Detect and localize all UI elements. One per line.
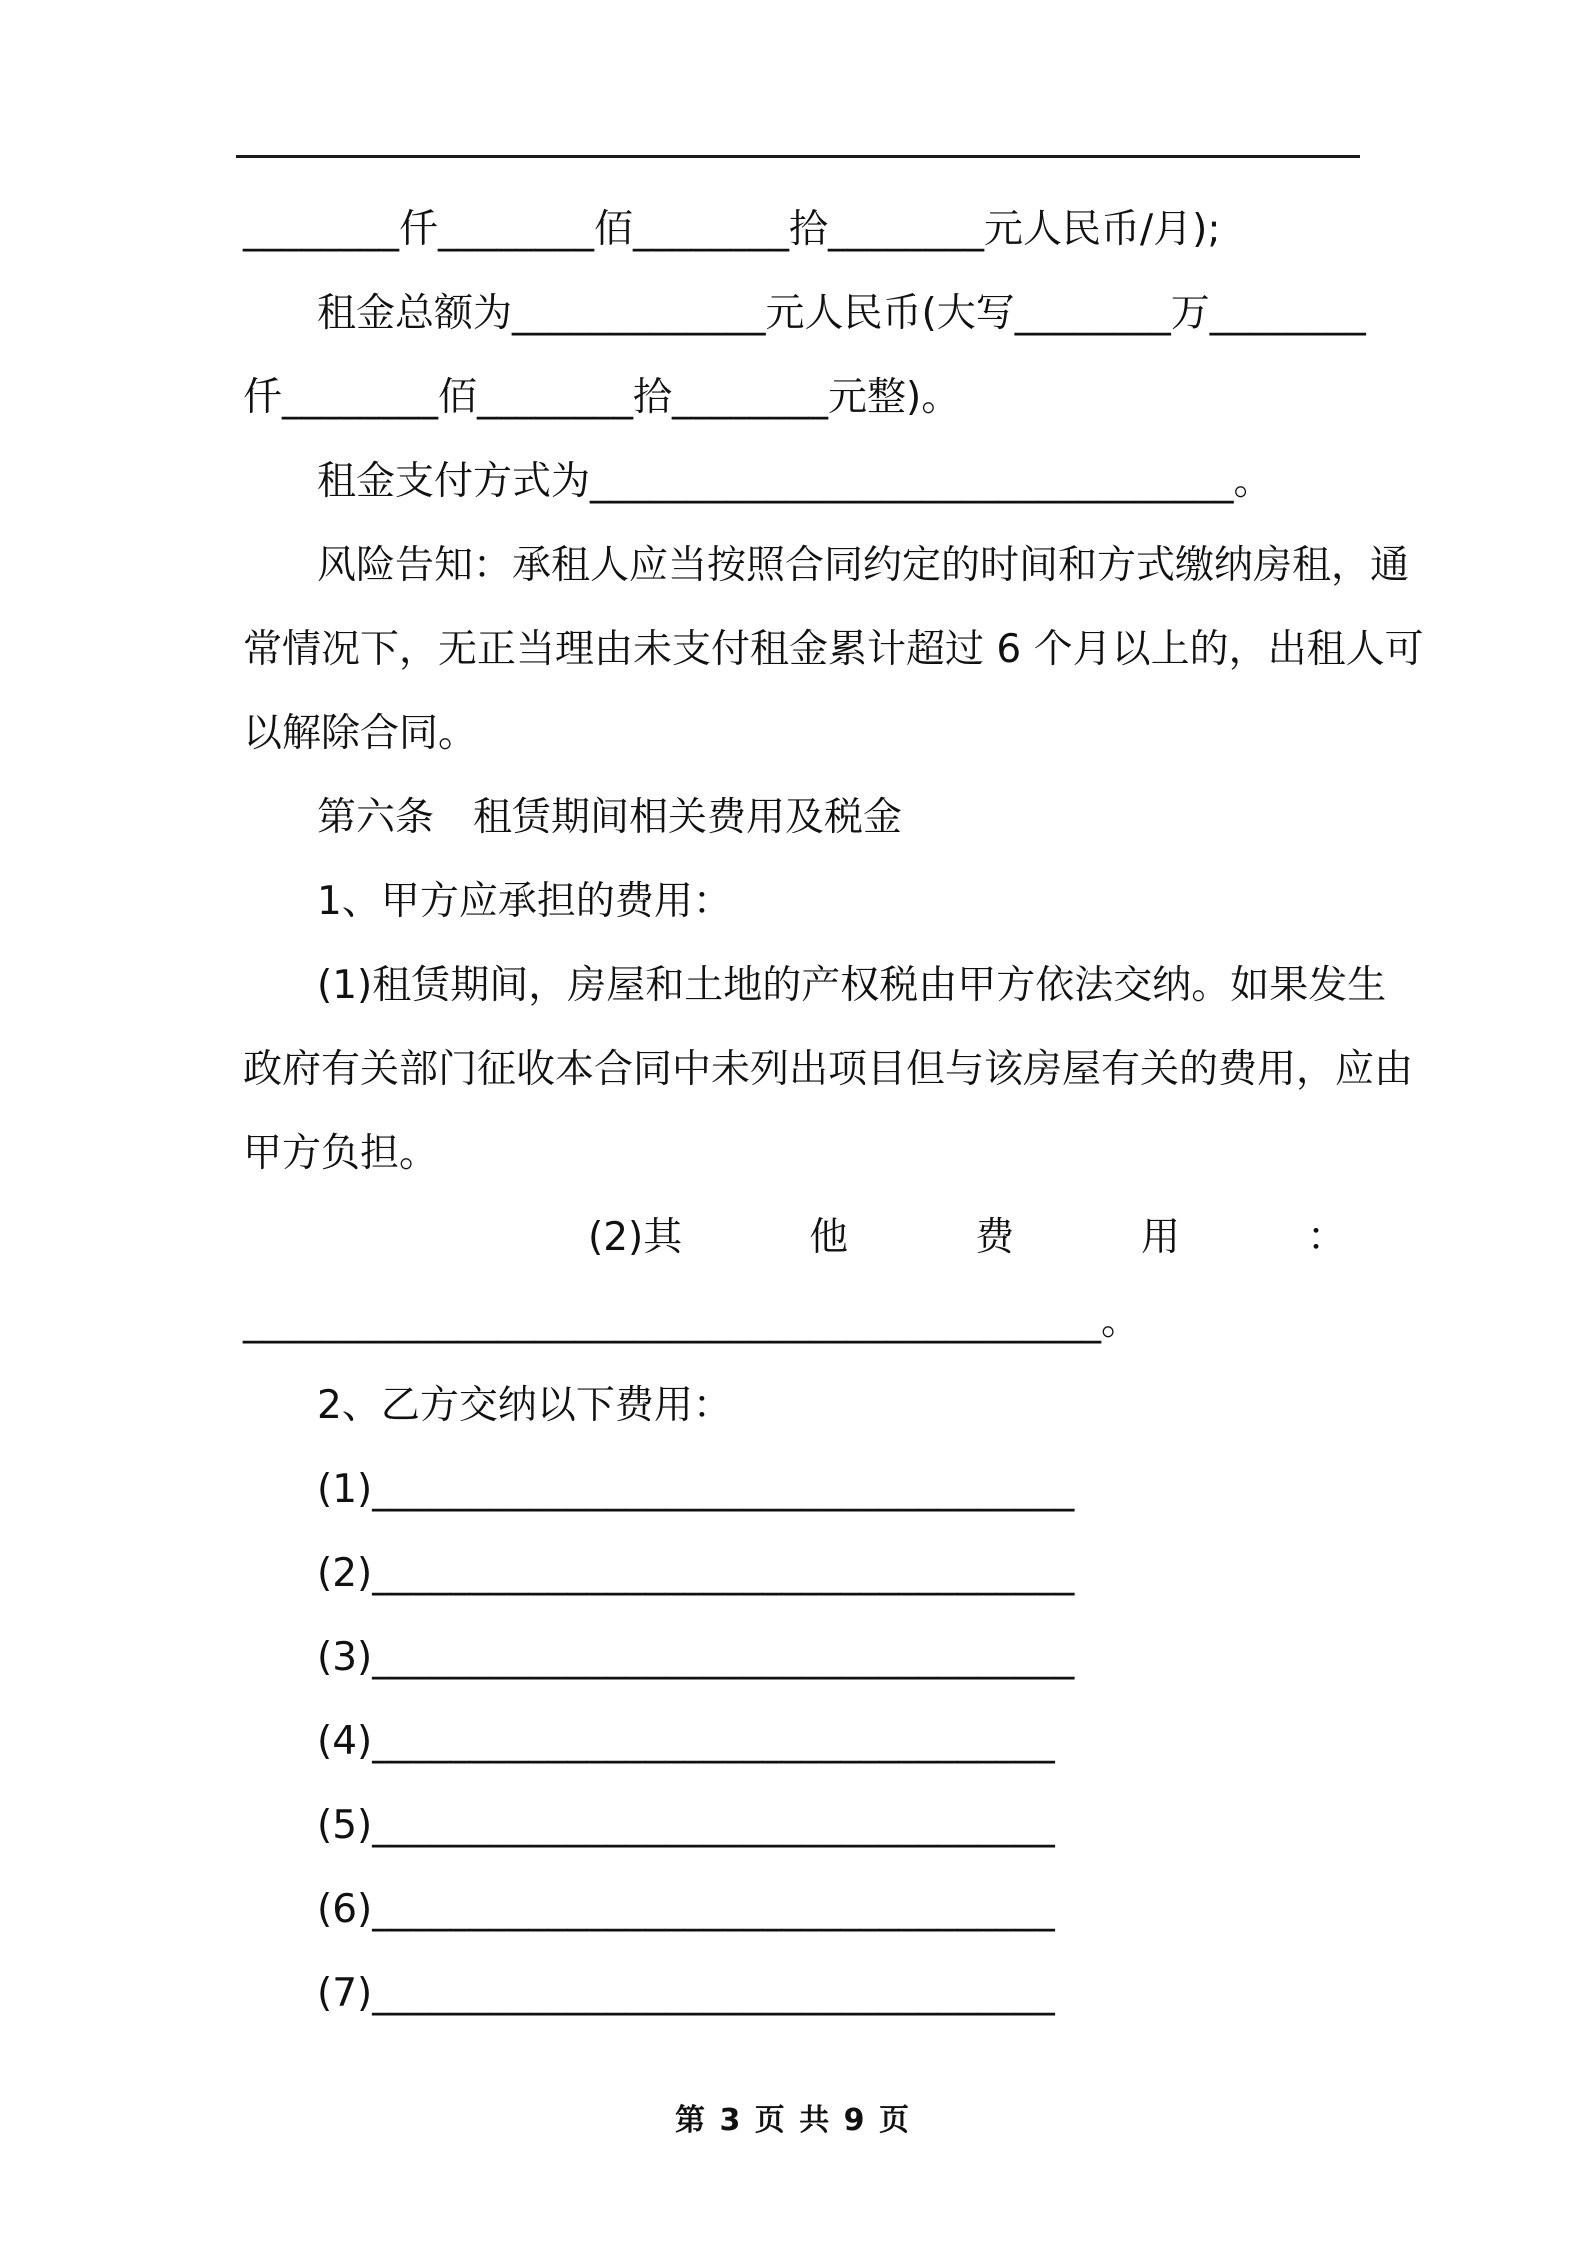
text-line: 租金支付方式为_________________________________。 <box>317 459 1273 504</box>
fee-item: (1)____________________________________ <box>317 1467 1075 1512</box>
spread-text-part: 用 <box>1141 1215 1181 1260</box>
header-rule <box>236 155 1360 158</box>
fee-item: (5)___________________________________ <box>317 1803 1055 1848</box>
spread-text-part: ： <box>1306 1215 1346 1260</box>
text-line: 仟________佰________拾________元整)。 <box>243 375 961 420</box>
text-line: 甲方负担。 <box>243 1131 439 1176</box>
fee-item: (2)____________________________________ <box>317 1551 1075 1596</box>
page-footer: 第 3 页 共 9 页 <box>675 2103 911 2138</box>
text-line: 风险告知：承租人应当按照合同约定的时间和方式缴纳房租，通 <box>317 543 1410 588</box>
section-heading: 第六条 租赁期间相关费用及税金 <box>317 795 903 840</box>
spread-text-part: 费 <box>975 1215 1015 1260</box>
spread-text-part: 他 <box>809 1215 849 1260</box>
text-line: 以解除合同。 <box>243 711 478 756</box>
text-line: 常情况下，无正当理由未支付租金累计超过 6 个月以上的，出租人可 <box>243 627 1424 672</box>
fee-item: (6)___________________________________ <box>317 1887 1055 1932</box>
fee-item: (4)___________________________________ <box>317 1719 1055 1764</box>
text-line: ________仟________佰________拾________元人民币/月); <box>243 207 1221 252</box>
spread-text-line <box>588 1213 1346 1263</box>
text-line: 政府有关部门征收本合同中未列出项目但与该房屋有关的费用，应由 <box>243 1047 1414 1092</box>
text-line: (1)租赁期间，房屋和土地的产权税由甲方依法交纳。如果发生 <box>317 963 1387 1008</box>
blank-line: ____________________________________________。 <box>243 1299 1140 1344</box>
text-line: 2、乙方交纳以下费用： <box>317 1383 732 1428</box>
spread-text-part: (2)其 <box>588 1215 683 1260</box>
text-line: 租金总额为_____________元人民币(大写________万________ <box>317 291 1366 336</box>
fee-item: (3)____________________________________ <box>317 1635 1075 1680</box>
text-line: 1、甲方应承担的费用： <box>317 879 732 924</box>
fee-item: (7)___________________________________ <box>317 1971 1055 2016</box>
